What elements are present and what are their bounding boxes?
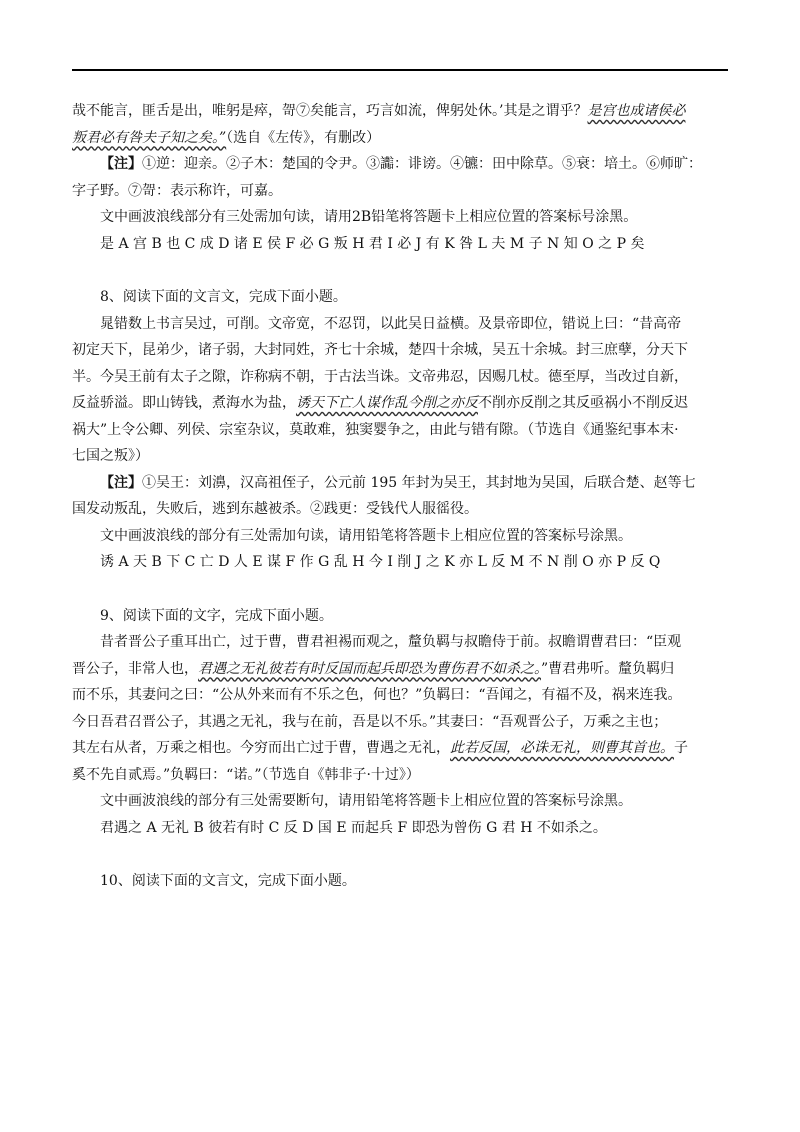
q7-note-line-1 bbox=[72, 151, 732, 178]
q8-wavy-text: 诱天下亡人谋作乱今削之亦反 bbox=[296, 395, 478, 411]
header-rule bbox=[72, 69, 728, 71]
q7-line-2 bbox=[72, 125, 732, 152]
q7-note-line-2: 字子野。⑦哿：表示称许，可嘉。 bbox=[72, 182, 282, 199]
q8-line-4 bbox=[72, 390, 732, 417]
q9-text: 晋公子，非常人也， bbox=[72, 660, 198, 677]
q8-options: 诱 A 天 B 下 C 亡 D 人 E 谋 F 作 G 乱 H 今 I 削 J 之 K 亦 L 反 M 不 N 削 O 亦 P 反 Q bbox=[100, 554, 661, 570]
note-label: 【注】 bbox=[100, 156, 142, 172]
question-7-tail bbox=[72, 98, 732, 257]
q9-wavy-text: 此若反国，必诛无礼，则曹其首也。 bbox=[450, 740, 674, 756]
q10-heading: 10、阅读下面的文言文，完成下面小题。 bbox=[100, 873, 356, 889]
q8-line-6: 七国之叛》） bbox=[72, 448, 149, 464]
q9-text: ”曹君弗听。釐负羁归 bbox=[541, 660, 675, 677]
note-text: ①逆：迎亲。②子木：楚国的令尹。③讟：诽谤。④镳：田中除草。⑤衰：培土。⑥师旷： bbox=[142, 156, 702, 172]
q7-text: 哉不能言，匪舌是出，唯躬是瘁，哿⑦矣能言，巧言如流，俾躬处休。’其是之谓乎？ bbox=[72, 103, 588, 119]
document-body bbox=[72, 98, 732, 895]
q8-text: 反益骄溢。即山铸钱，煮海水为盐， bbox=[72, 395, 296, 411]
q9-wavy-text: 君遇之无礼彼若有时反国而起兵即恐为曹伤君不如杀之。 bbox=[198, 660, 541, 677]
q8-note-line-1 bbox=[72, 470, 732, 497]
q9-line-5 bbox=[72, 735, 732, 762]
q7-wavy-text: 叛君必有咎夫子知之矣。” bbox=[72, 129, 227, 146]
q8-instruction: 文中画波浪线的部分有三处需加句读，请用铅笔将答题卡上相应位置的答案标号涂黑。 bbox=[100, 527, 632, 544]
q9-source: （节选自《韩非子·十过》） bbox=[261, 766, 420, 783]
q9-line-2 bbox=[72, 656, 732, 683]
q9-line-3: 而不乐，其妻问之曰：“公从外来而有不乐之色，何也？”负羁曰：“吾闻之，有福不及，祸来连我。 bbox=[72, 687, 682, 703]
q8-text: 不削亦反削之其反亟祸小不削反迟 bbox=[478, 395, 688, 411]
q7-options: 是 A 宫 B 也 C 成 D 诸 E 侯 F 必 G 叛 H 君 I 必 J 有 K 咎 L 夫 M 子 N 知 O 之 P 矣 bbox=[100, 235, 645, 252]
q7-source: （选自《左传》，有删改） bbox=[226, 129, 381, 146]
q9-text: 子 bbox=[674, 740, 688, 756]
note-text: ①吴王：刘濞，汉高祖侄子，公元前 195 年封为吴王，其封地为吴国，后联合楚、赵等七 bbox=[142, 474, 696, 491]
q9-text: 奚不先自贰焉。”负羁曰：“诺。” bbox=[72, 766, 262, 783]
q7-instruction: 文中画波浪线部分有三处需加句读，请用2B铅笔将答题卡上相应位置的答案标号涂黑。 bbox=[100, 209, 638, 225]
q8-line-5 bbox=[72, 417, 732, 444]
q9-options: 君遇之 A 无礼 B 彼若有时 C 反 D 国 E 而起兵 F 即恐为曾伤 G 君 H 不如杀之。 bbox=[100, 819, 607, 836]
q8-text: 祸大 bbox=[72, 421, 100, 438]
question-10 bbox=[72, 868, 732, 895]
q7-wavy-text: 是宫也成诸侯必 bbox=[587, 103, 686, 119]
q8-heading: 8、阅读下面的文言文，完成下面小题。 bbox=[100, 289, 347, 305]
q8-note-line-2: 国发动叛乱，失败后，逃到东越被杀。②践更：受钱代人服徭役。 bbox=[72, 501, 478, 517]
q9-text: 其左右从者，万乘之相也。今穷而出亡过于曹，曹遇之无礼， bbox=[72, 740, 450, 756]
note-label: 【注】 bbox=[100, 474, 142, 491]
q8-line-1: 晁错数上书言吴过，可削。文帝宽，不忍罚，以此吴日益横。及景帝即位，错说上曰：“昔高帝 bbox=[100, 315, 682, 332]
q8-line-2: 初定天下，昆弟少，诸子弱，大封同姓，齐七十余城，楚四十余城，吴五十余城。封三庶孽，分天下 bbox=[72, 342, 688, 358]
q9-line-1: 昔者晋公子重耳出亡，过于曹，曹君袒裼而观之，釐负羁与叔瞻侍于前。叔瞻谓曹君曰：“臣观 bbox=[100, 634, 682, 650]
q8-text: ”上令公卿、列侯、宗室杂议，莫敢难，独窦婴争之，由此与错有隙。（节选自《通鉴纪事本末· bbox=[100, 421, 679, 438]
q9-heading: 9、阅读下面的文字，完成下面小题。 bbox=[100, 607, 333, 624]
q7-line-1 bbox=[72, 98, 732, 125]
question-9 bbox=[72, 603, 732, 842]
q9-instruction: 文中画波浪线的部分有三处需要断句，请用铅笔将答题卡上相应位置的答案标号涂黑。 bbox=[100, 793, 632, 809]
q8-line-3: 半。今吴王前有太子之隙，诈称病不朝，于古法当诛。文帝弗忍，因赐几杖。德至厚，当改过自新， bbox=[72, 368, 688, 385]
q9-line-6 bbox=[72, 762, 732, 789]
q9-line-4: 今日吾君召晋公子，其遇之无礼，我与在前，吾是以不乐。”其妻曰：“吾观晋公子，万乘之主也； bbox=[72, 713, 668, 730]
question-8 bbox=[72, 284, 732, 576]
